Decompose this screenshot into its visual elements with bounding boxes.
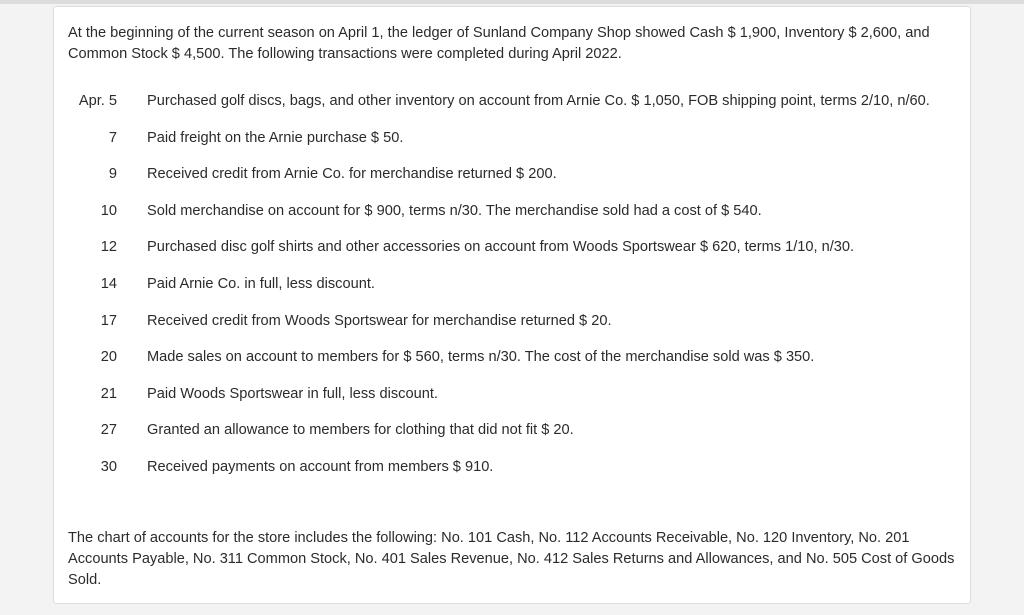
transaction-row bbox=[54, 201, 972, 238]
transaction-row bbox=[54, 164, 972, 201]
transaction-description: Received credit from Woods Sportswear for merchandise returned $ 20. bbox=[147, 312, 612, 329]
transaction-description: Received credit from Arnie Co. for merchandise returned $ 200. bbox=[147, 166, 557, 183]
transaction-description: Made sales on account to members for $ 560, terms n/30. The cost of the merchandise sold was $ 350. bbox=[147, 349, 815, 366]
transaction-date: 9 bbox=[108, 166, 117, 183]
transaction-row bbox=[54, 347, 972, 384]
problem-card bbox=[53, 6, 971, 604]
transaction-date: 10 bbox=[100, 202, 117, 219]
top-divider bbox=[0, 0, 1024, 4]
transaction-date: 12 bbox=[100, 239, 117, 256]
problem-intro: At the beginning of the current season on April 1, the ledger of Sunland Company Shop showed Cash $ 1,900, Inventory $ 2,600, and Common Stock $ 4,500. The following transactions were completed during April 2022. bbox=[68, 25, 930, 62]
transaction-description: Paid Woods Sportswear in full, less discount. bbox=[147, 385, 438, 402]
transaction-date: 27 bbox=[100, 422, 117, 439]
transaction-description: Received payments on account from members $ 910. bbox=[147, 458, 494, 475]
transaction-description: Purchased disc golf shirts and other accessories on account from Woods Sportswear $ 620, terms 1/10, n/30. bbox=[147, 239, 855, 256]
transaction-row bbox=[54, 237, 972, 274]
transaction-date: 17 bbox=[100, 312, 117, 329]
transaction-description: Purchased golf discs, bags, and other inventory on account from Arnie Co. $ 1,050, FOB shipping point, terms 2/10, n/60. bbox=[147, 93, 930, 109]
transaction-date: 20 bbox=[100, 349, 117, 366]
transaction-description: Paid freight on the Arnie purchase $ 50. bbox=[147, 129, 404, 146]
transaction-description: Paid Arnie Co. in full, less discount. bbox=[147, 275, 375, 292]
transaction-row bbox=[54, 274, 972, 311]
transaction-row bbox=[54, 420, 972, 457]
transaction-date: 14 bbox=[100, 275, 117, 292]
transaction-description: Sold merchandise on account for $ 900, terms n/30. The merchandise sold had a cost of $ 540. bbox=[147, 202, 762, 219]
transaction-date: 30 bbox=[100, 458, 117, 475]
chart-of-accounts-note: The chart of accounts for the store includes the following: No. 101 Cash, No. 112 Accounts Receivable, No. 120 Inventory, No. 201 Accounts Payable, No. 311 Common Stock, No. 401 Sales Revenue, No. 412 Sales Returns and Allowances, and No. 505 Cost of Goods Sold. bbox=[68, 530, 955, 588]
transaction-description: Granted an allowance to members for clothing that did not fit $ 20. bbox=[147, 422, 574, 439]
transaction-row bbox=[54, 91, 972, 128]
transaction-date: Apr. 5 bbox=[78, 93, 117, 109]
transaction-row bbox=[54, 457, 972, 494]
transaction-date: 7 bbox=[108, 129, 117, 146]
transaction-row bbox=[54, 128, 972, 165]
transaction-row bbox=[54, 384, 972, 421]
transaction-date: 21 bbox=[100, 385, 117, 402]
transaction-list bbox=[54, 91, 972, 494]
transaction-row bbox=[54, 311, 972, 348]
